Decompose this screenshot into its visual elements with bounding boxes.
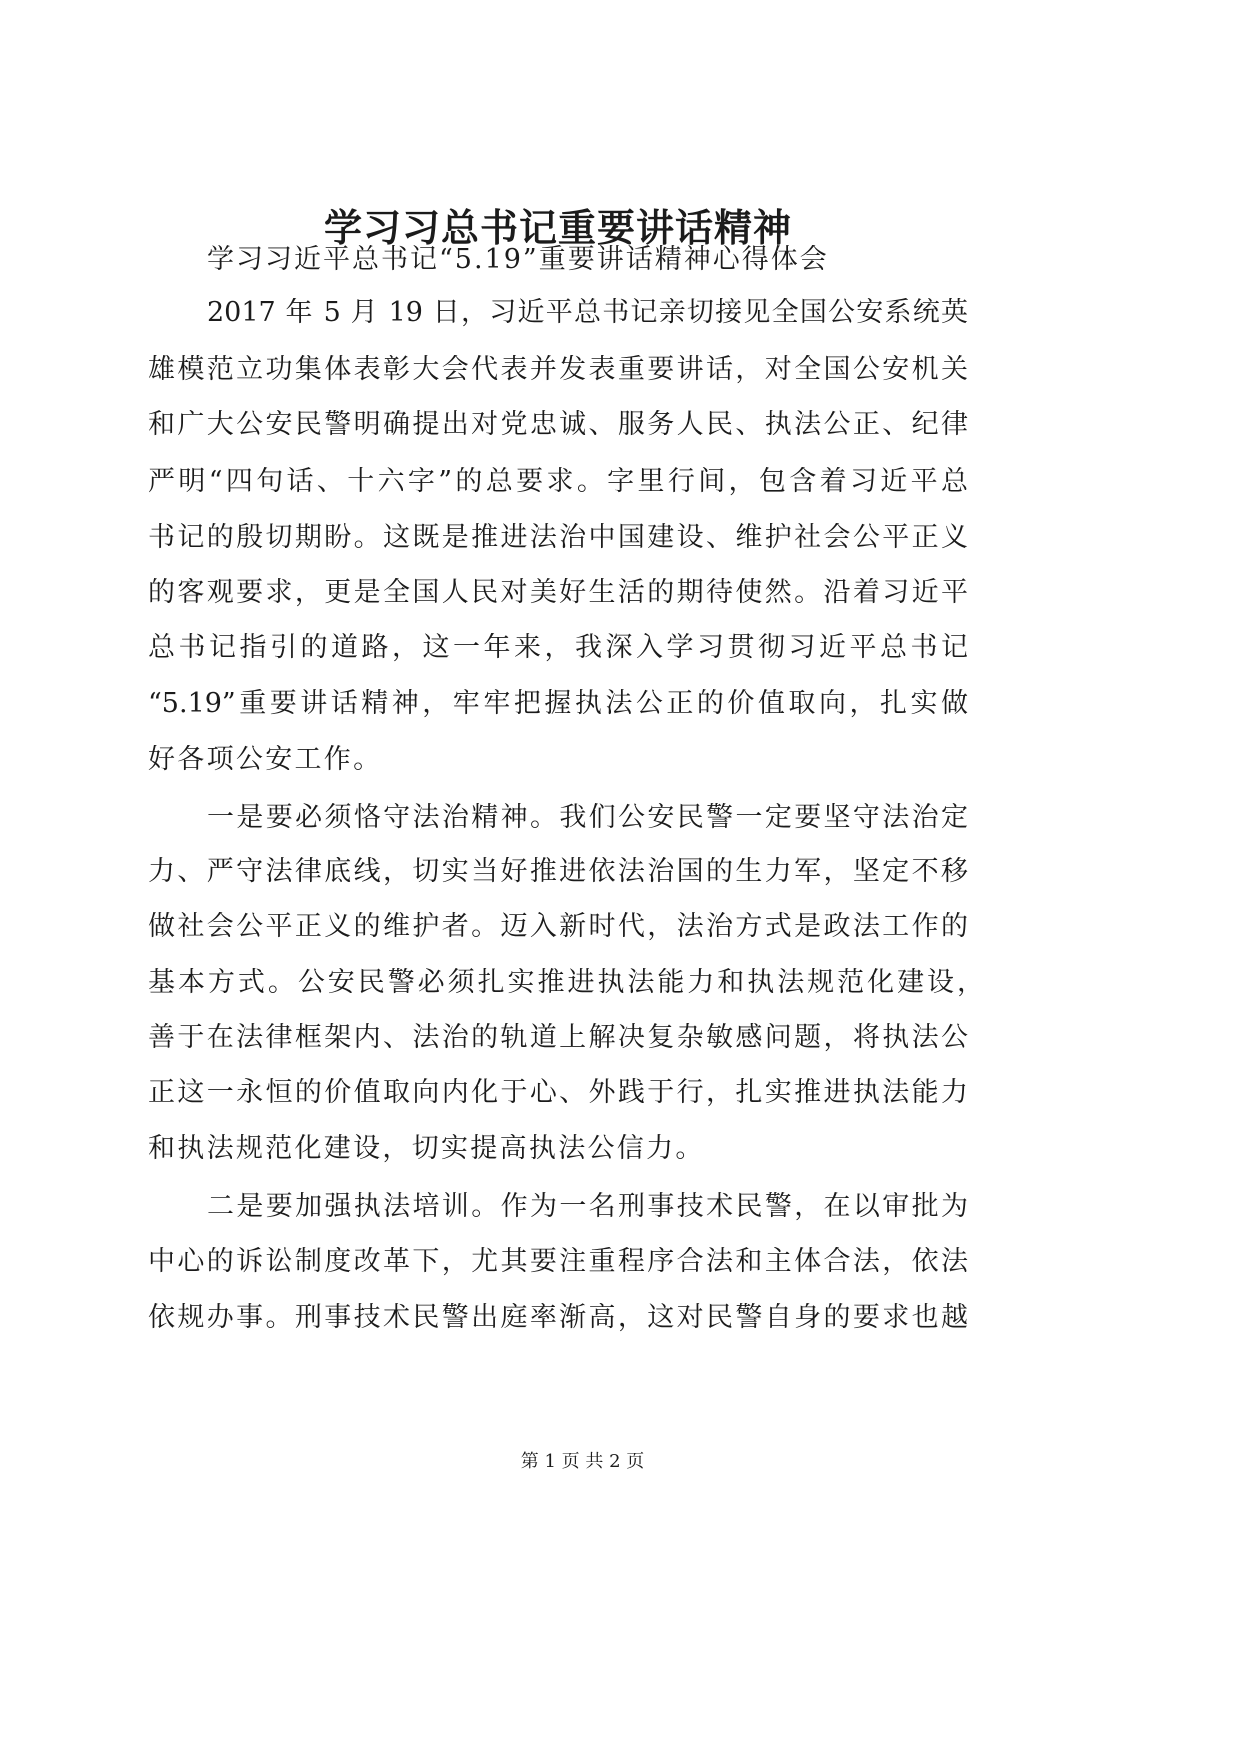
paragraph-2-line: 善于在法律框架内、法治的轨道上解决复杂敏感问题，将执法公 [148,1023,968,1053]
paragraph-1-line: 和广大公安民警明确提出对党忠诚、服务人民、执法公正、纪律 [148,410,968,440]
page-number-footer: 第 1 页 共 2 页 [520,1451,645,1472]
document-title: 学习习总书记重要讲话精神 [323,206,792,250]
paragraph-2-line: 力、严守法律底线，切实当好推进依法治国的生力军，坚定不移 [148,857,968,887]
paragraph-2-line: 一是要必须恪守法治精神。我们公安民警一定要坚守法治定 [207,803,968,833]
paragraph-1-line: 2017 年 5 月 19 日，习近平总书记亲切接见全国公安系统英 [207,298,968,328]
paragraph-1-line: 好各项公安工作。 [148,745,383,775]
paragraph-1-line: “5.19”重要讲话精神，牢牢把握执法公正的价值取向，扎实做 [148,689,968,719]
paragraph-1-line: 严明“四句话、十六字”的总要求。字里行间，包含着习近平总 [148,467,968,497]
paragraph-2-line: 和执法规范化建设，切实提高执法公信力。 [148,1134,705,1164]
paragraph-3-line: 依规办事。刑事技术民警出庭率渐高，这对民警自身的要求也越 [148,1303,968,1333]
paragraph-1-line: 的客观要求，更是全国人民对美好生活的期待使然。沿着习近平 [148,578,968,608]
paragraph-1-line: 书记的殷切期盼。这既是推进法治中国建设、维护社会公平正义 [148,523,968,553]
paragraph-2-line: 基本方式。公安民警必须扎实推进执法能力和执法规范化建设， [148,968,984,998]
paragraph-3-line: 中心的诉讼制度改革下，尤其要注重程序合法和主体合法，依法 [148,1247,968,1277]
paragraph-2-line: 做社会公平正义的维护者。迈入新时代，法治方式是政法工作的 [148,912,968,942]
paragraph-2-line: 正这一永恒的价值取向内化于心、外践于行，扎实推进执法能力 [148,1078,968,1108]
document-subtitle: 学习习近平总书记“5.19”重要讲话精神心得体会 [207,245,829,275]
paragraph-3-line: 二是要加强执法培训。作为一名刑事技术民警，在以审批为 [207,1192,968,1222]
paragraph-1-line: 雄模范立功集体表彰大会代表并发表重要讲话，对全国公安机关 [148,355,968,385]
paragraph-1-line: 总书记指引的道路，这一年来，我深入学习贯彻习近平总书记 [148,633,968,663]
